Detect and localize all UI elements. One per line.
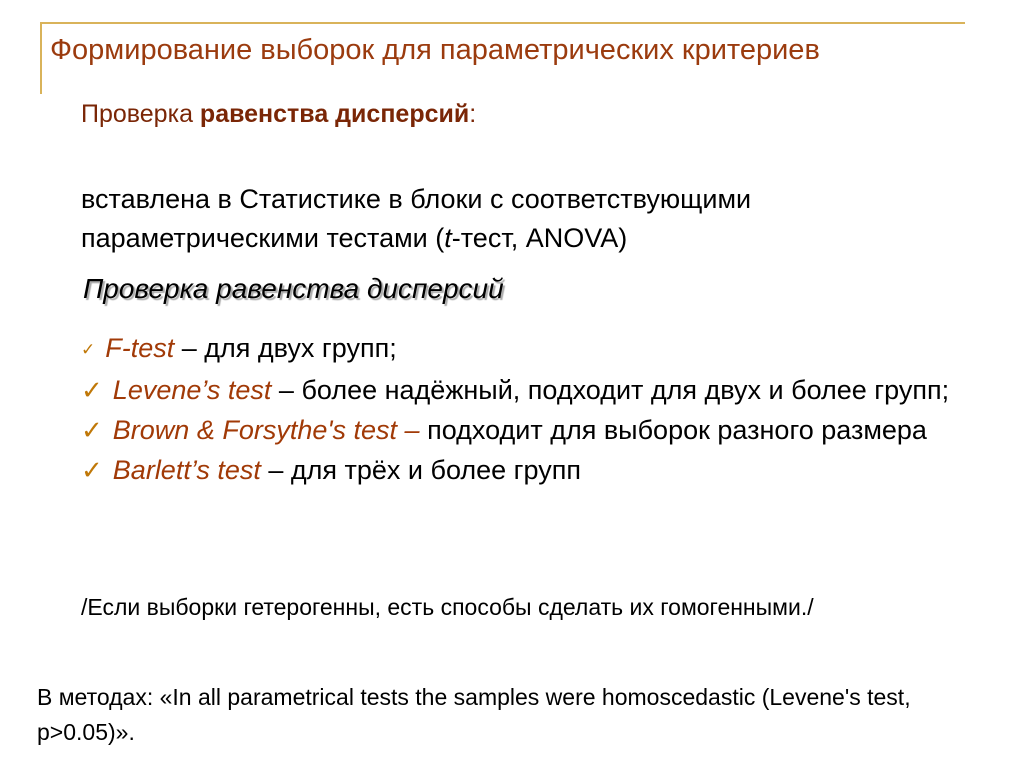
checkmark-icon: ✓ [81,415,103,445]
test-description: – для двух групп; [174,333,397,363]
list-item [81,450,981,490]
methods-quote: В методах: «In all parametrical tests the samples were homoscedastic (Levene's test, p>0.05)». [37,684,911,745]
para-italic-t: t [444,223,452,253]
title-border-top [40,22,965,24]
title-border-left [40,22,42,94]
test-name: Brown & Forsythe's test – [112,415,420,445]
checkmark-icon: ✓ [81,340,96,359]
subtitle-prefix: Проверка [81,100,200,128]
subtitle-suffix: : [469,100,477,128]
description-paragraph [81,180,981,258]
test-description: – более надёжный, подходит для двух и более групп; [271,375,950,405]
slide-title: Формирование выборок для параметрических критериев [50,34,820,66]
checkmark-icon: ✓ [81,375,103,405]
test-description: подходит для выборок разного размера [419,415,927,445]
heterogeneity-note: /Если выборки гетерогенны, есть способы сделать их гомогенными./ [81,594,814,620]
subtitle [81,100,476,129]
para-part2: -тест, ANOVA) [451,223,628,253]
test-name: Levene’s test [112,375,272,405]
list-item [81,370,981,410]
test-name: F-test [105,333,175,363]
list-item [81,410,981,450]
tests-list [81,328,981,490]
para-part1: вставлена в Статистике в блоки с соответствующими параметрическими тестами ( [81,184,752,253]
section-heading: Проверка равенства дисперсий [83,273,504,304]
subtitle-bold: равенства дисперсий [199,100,470,128]
checkmark-icon: ✓ [81,455,103,485]
test-description: – для трёх и более групп [260,455,581,485]
list-item [81,328,981,370]
test-name: Barlett’s test [112,455,261,485]
